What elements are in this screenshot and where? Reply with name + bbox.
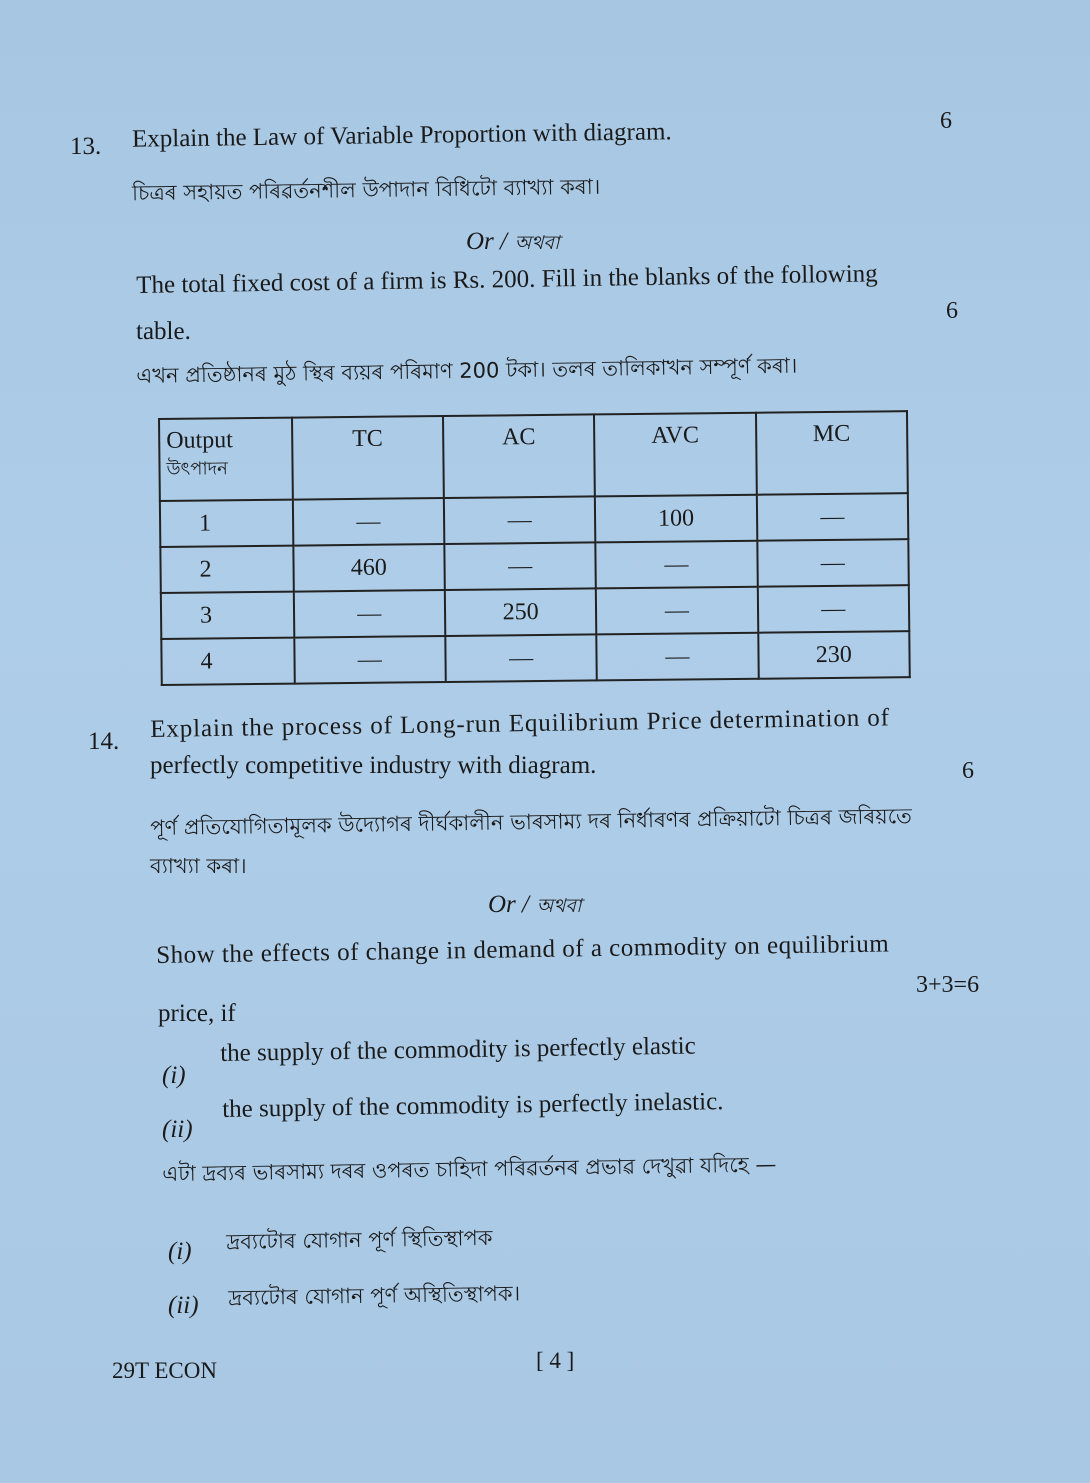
header-mc: MC — [756, 411, 908, 495]
or-label-bn: অথবা — [536, 895, 582, 917]
table-cell: — — [597, 633, 759, 681]
question-13-marks: 6 — [940, 108, 952, 134]
question-13b-line2: table. — [136, 318, 191, 345]
table-cell: 3 — [161, 592, 294, 639]
table-cell: 1 — [160, 500, 293, 547]
option-i-text: the supply of the commodity is perfectly elastic — [220, 1032, 696, 1067]
table-row — [161, 631, 909, 685]
question-13-number: 13. — [70, 133, 102, 160]
question-13-text: Explain the Law of Variable Proportion with diagram. — [131, 118, 672, 153]
or-separator-2 — [488, 890, 581, 924]
option-i-number-bn: (i) — [168, 1238, 192, 1265]
table-cell: 250 — [445, 588, 597, 636]
question-14b-line2: price, if — [158, 1000, 236, 1027]
table-cell: 4 — [161, 638, 294, 685]
table-header-row — [159, 411, 908, 501]
table-row — [161, 585, 909, 639]
table-cell: — — [445, 634, 597, 682]
question-14-text-bn-line1: পূৰ্ণ প্ৰতিযোগিতামূলক উদ্যোগৰ দীৰ্ঘকালীন ভাৰসাম্য দৰ নিৰ্ধাৰণৰ প্ৰক্ৰিয়াটো চিত্ৰৰ জৰিয়তে — [150, 804, 912, 840]
table-cell: — — [444, 542, 596, 590]
option-i-number: (i) — [162, 1062, 186, 1089]
question-14-marks: 6 — [962, 758, 974, 784]
or-label: Or / — [488, 891, 529, 918]
option-ii-text-bn: দ্ৰব্যটোৰ যোগান পূৰ্ণ অস্থিতিস্থাপক। — [228, 1281, 521, 1310]
cost-table — [158, 410, 911, 686]
header-output-label: Output — [166, 427, 234, 454]
header-output-label-bn: উৎপাদন — [166, 458, 228, 480]
table-cell: — — [596, 587, 758, 635]
table-cell: — — [756, 493, 908, 541]
question-14-number: 14. — [88, 728, 120, 755]
question-13b-line1: The total fixed cost of a firm is Rs. 200. Fill in the blanks of the following — [136, 260, 878, 299]
table-cell: — — [293, 590, 445, 638]
table-cell: 2 — [160, 546, 293, 593]
question-14b-marks: 3+3=6 — [916, 972, 980, 998]
question-14b-line1: Show the effects of change in demand of a commodity on equilibrium — [156, 930, 890, 969]
table-cell: 100 — [595, 495, 757, 543]
or-separator-1 — [466, 227, 559, 261]
header-tc: TC — [292, 416, 444, 500]
header-output — [159, 418, 292, 501]
table-cell: 230 — [758, 631, 910, 679]
question-14-line2: perfectly competitive industry with diagram. — [150, 752, 597, 779]
table-cell: — — [596, 541, 758, 589]
option-i-text-bn: দ্ৰব্যটোৰ যোগান পূৰ্ণ স্থিতিস্থাপক — [226, 1225, 493, 1254]
or-label: Or / — [466, 228, 507, 255]
paper-code: 29T ECON — [112, 1358, 217, 1383]
question-13-text-bn: চিত্ৰৰ সহায়ত পৰিৱৰ্তনশীল উপাদান বিধিটো ব্যাখ্যা কৰা। — [131, 174, 601, 206]
option-ii-text: the supply of the commodity is perfectly inelastic. — [222, 1088, 724, 1123]
question-14-text-bn-line2: ব্যাখ্যা কৰা। — [150, 854, 247, 878]
table-cell: 460 — [293, 544, 445, 592]
table-cell: — — [444, 496, 596, 544]
table-cell: — — [757, 539, 909, 587]
table-row — [160, 539, 908, 593]
header-avc: AVC — [594, 413, 756, 497]
table-cell: — — [757, 585, 909, 633]
header-ac: AC — [443, 414, 595, 498]
question-13b-text-bn: এখন প্ৰতিষ্ঠানৰ মুঠ স্থিৰ ব্যয়ৰ পৰিমাণ 200 টকা। তলৰ তালিকাখন সম্পূৰ্ণ কৰা। — [136, 353, 798, 388]
table-cell: — — [292, 498, 444, 546]
question-14b-intro-bn: এটা দ্ৰব্যৰ ভাৰসাম্য দৰৰ ওপৰত চাহিদা পৰিৱৰ্তনৰ প্ৰভাৱ দেখুৱা যদিহে — — [162, 1152, 777, 1186]
table-cell: — — [294, 636, 446, 684]
question-14-line1: Explain the process of Long-run Equilibrium Price determination of — [150, 704, 891, 743]
table-row — [160, 493, 908, 547]
option-ii-number-bn: (ii) — [168, 1292, 199, 1319]
or-label-bn: অথবা — [514, 232, 560, 254]
question-13b-marks: 6 — [946, 298, 958, 324]
page-number: [ 4 ] — [536, 1348, 575, 1373]
option-ii-number: (ii) — [162, 1116, 193, 1143]
